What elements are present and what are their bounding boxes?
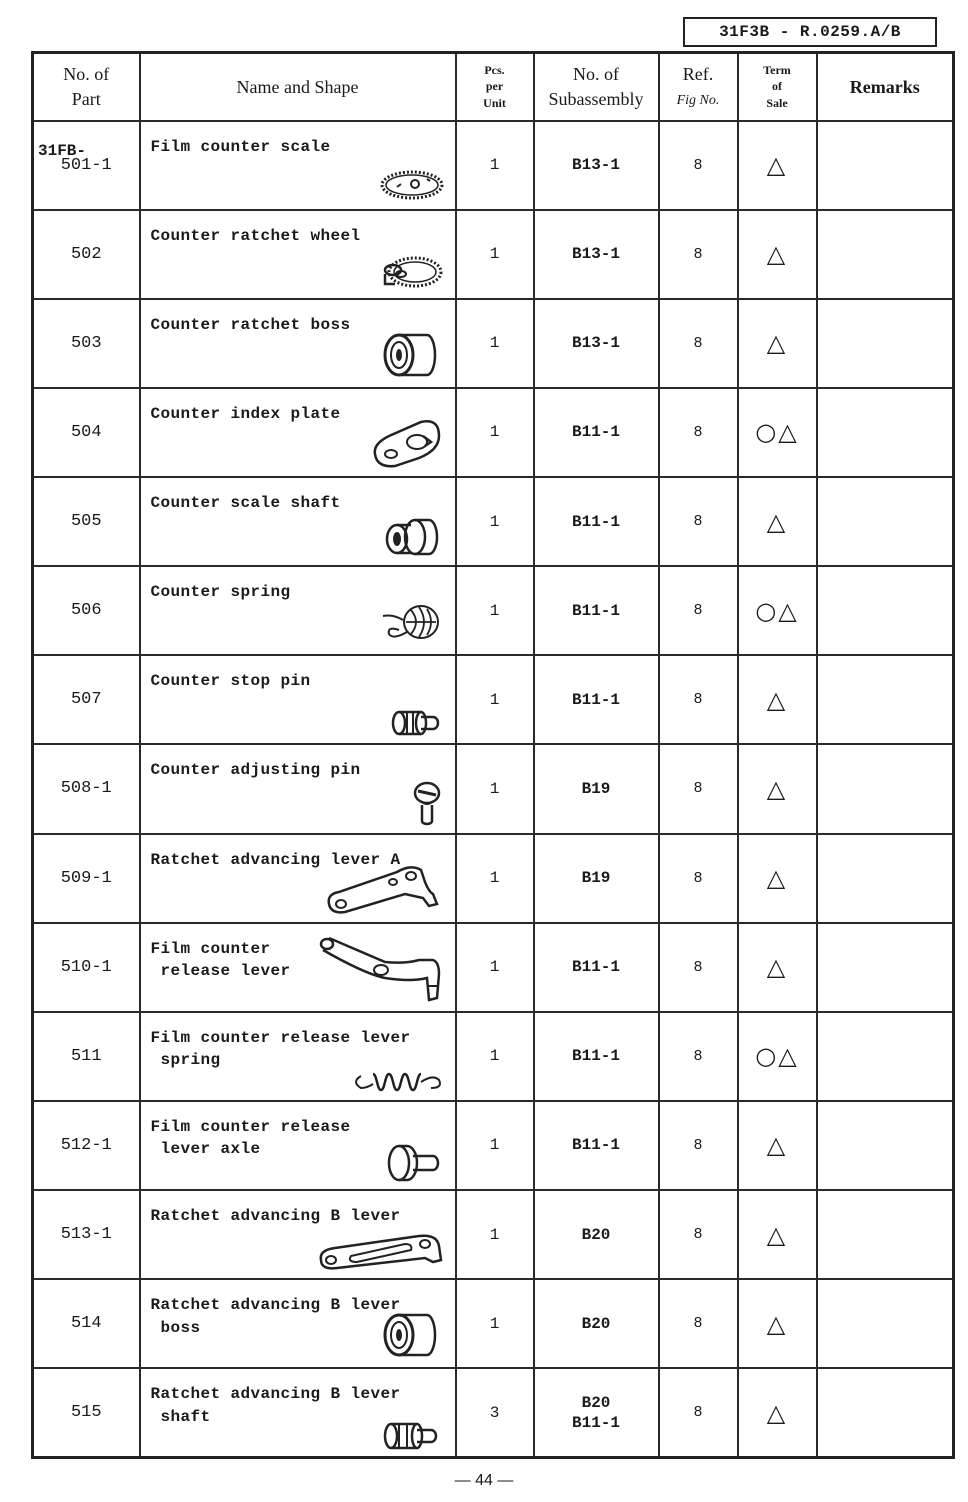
term-of-sale: △ xyxy=(738,121,817,210)
name-shape-cell xyxy=(140,388,456,477)
remarks-cell xyxy=(817,121,954,210)
part-name: Counter index plate xyxy=(150,404,341,423)
page-number: — 44 — xyxy=(454,1472,514,1489)
header-remarks: Remarks xyxy=(817,53,954,121)
pcs-per-unit: 1 xyxy=(456,923,534,1012)
part-name: Counter stop pin xyxy=(150,672,311,691)
ref-fig-number: 8 xyxy=(659,834,738,923)
name-shape-cell xyxy=(140,1101,456,1190)
term-of-sale: △ xyxy=(738,1101,817,1190)
pcs-per-unit: 1 xyxy=(456,566,534,655)
part-name: Counter scale shaft xyxy=(150,494,341,512)
name-shape-cell xyxy=(140,477,456,566)
part-number-cell xyxy=(33,744,140,833)
part-number: 514 xyxy=(70,1314,102,1334)
part-number: 507 xyxy=(70,690,102,710)
table-row xyxy=(33,210,954,299)
subassembly-number: B11-1 xyxy=(534,388,659,477)
name-shape-cell xyxy=(140,1368,456,1457)
subassembly-number: B20 xyxy=(534,1279,659,1368)
parts-table xyxy=(31,51,955,1459)
part-number-cell xyxy=(33,1368,140,1457)
header-row xyxy=(33,53,954,121)
subassembly-number: B19 xyxy=(534,744,659,833)
pcs-per-unit: 1 xyxy=(456,744,534,833)
part-name: Counter spring xyxy=(150,583,291,602)
part-name: Film counter release lever xyxy=(150,939,291,981)
table-row xyxy=(33,1190,954,1279)
ref-fig-number: 8 xyxy=(659,744,738,833)
term-of-sale: △ xyxy=(738,744,817,833)
part-number: 509-1 xyxy=(60,868,112,888)
term-of-sale: △ xyxy=(738,923,817,1012)
ref-fig-number: 8 xyxy=(659,1368,738,1457)
remarks-cell xyxy=(817,744,954,833)
ref-fig-number: 8 xyxy=(659,299,738,388)
pcs-per-unit: 1 xyxy=(456,388,534,477)
subassembly-number: B11-1 xyxy=(534,655,659,744)
term-of-sale: △ xyxy=(738,210,817,299)
name-shape-cell xyxy=(140,1012,456,1101)
remarks-cell xyxy=(817,210,954,299)
part-number-cell xyxy=(33,566,140,655)
term-of-sale: ○△ xyxy=(738,566,817,655)
part-number-cell xyxy=(33,299,140,388)
remarks-cell xyxy=(817,1190,954,1279)
ref-fig-number: 8 xyxy=(659,1190,738,1279)
header-subassembly: No. of Subassembly xyxy=(534,53,659,121)
part-name: Film counter scale xyxy=(150,137,331,156)
pcs-per-unit: 1 xyxy=(456,1012,534,1101)
part-number-cell xyxy=(33,1190,140,1279)
header-pcs-per-unit: Pcs. per Unit xyxy=(456,53,534,121)
table-row xyxy=(33,566,954,655)
table-row xyxy=(33,388,954,477)
table-row xyxy=(33,477,954,566)
part-number: 503 xyxy=(70,333,102,353)
term-of-sale: ○△ xyxy=(738,1012,817,1101)
name-shape-cell xyxy=(140,744,456,833)
pcs-per-unit: 1 xyxy=(456,1101,534,1190)
ref-fig-number: 8 xyxy=(659,210,738,299)
table-row xyxy=(33,655,954,744)
remarks-cell xyxy=(817,834,954,923)
subassembly-number: B13-1 xyxy=(534,121,659,210)
part-name: Ratchet advancing B lever shaft xyxy=(150,1385,401,1426)
table-row xyxy=(33,1101,954,1190)
remarks-cell xyxy=(817,388,954,477)
header-term-of-sale: Term of Sale xyxy=(738,53,817,121)
part-number: 505 xyxy=(70,512,102,532)
term-of-sale: △ xyxy=(738,1279,817,1368)
part-number-cell xyxy=(33,1012,140,1101)
part-number: 511 xyxy=(70,1046,102,1066)
name-shape-cell xyxy=(140,1190,456,1279)
term-of-sale: △ xyxy=(738,1190,817,1279)
part-number-cell xyxy=(33,923,140,1012)
subassembly-number: B11-1 xyxy=(534,566,659,655)
part-name: Counter adjusting pin xyxy=(150,761,361,780)
ref-fig-number: 8 xyxy=(659,121,738,210)
remarks-cell xyxy=(817,1012,954,1101)
ref-fig-number: 8 xyxy=(659,388,738,477)
subassembly-number: B11-1 xyxy=(534,1012,659,1101)
pcs-per-unit: 1 xyxy=(456,210,534,299)
pcs-per-unit: 1 xyxy=(456,834,534,923)
part-number-cell xyxy=(33,1101,140,1190)
part-number: 506 xyxy=(70,601,102,621)
term-of-sale: ○△ xyxy=(738,388,817,477)
ref-fig-number: 8 xyxy=(659,1012,738,1101)
name-shape-cell xyxy=(140,210,456,299)
remarks-cell xyxy=(817,1101,954,1190)
term-of-sale: △ xyxy=(738,477,817,566)
name-shape-cell xyxy=(140,566,456,655)
part-number: 502 xyxy=(70,244,102,264)
pcs-per-unit: 3 xyxy=(456,1368,534,1457)
subassembly-number: B11-1 xyxy=(534,923,659,1012)
part-number: 512-1 xyxy=(60,1135,112,1155)
remarks-cell xyxy=(817,299,954,388)
pcs-per-unit: 1 xyxy=(456,1279,534,1368)
part-number: 515 xyxy=(70,1403,102,1423)
ref-fig-number: 8 xyxy=(659,655,738,744)
table-row xyxy=(33,744,954,833)
part-number-cell xyxy=(33,210,140,299)
remarks-cell xyxy=(817,477,954,566)
document-reference: 31F3B - R.0259.A/B xyxy=(683,17,937,47)
header-ref-fig: Ref. Fig No. xyxy=(659,53,738,121)
part-number-cell xyxy=(33,477,140,566)
part-number-cell xyxy=(33,121,140,210)
ref-fig-number: 8 xyxy=(659,477,738,566)
table-row xyxy=(33,1368,954,1457)
name-shape-cell xyxy=(140,121,456,210)
part-name: Film counter release lever axle xyxy=(150,1117,351,1159)
remarks-cell xyxy=(817,566,954,655)
table-row xyxy=(33,1012,954,1101)
remarks-cell xyxy=(817,655,954,744)
remarks-cell xyxy=(817,923,954,1012)
table-row xyxy=(33,299,954,388)
term-of-sale: △ xyxy=(738,1368,817,1457)
part-prefix: 31FB- xyxy=(38,141,87,160)
remarks-cell xyxy=(817,1279,954,1368)
name-shape-cell xyxy=(140,834,456,923)
pcs-per-unit: 1 xyxy=(456,477,534,566)
subassembly-number: B13-1 xyxy=(534,299,659,388)
part-name: Counter ratchet wheel xyxy=(150,226,361,245)
part-name: Ratchet advancing lever A xyxy=(150,850,401,869)
pcs-per-unit: 1 xyxy=(456,121,534,210)
remarks-cell xyxy=(817,1368,954,1457)
term-of-sale: △ xyxy=(738,834,817,923)
name-shape-cell xyxy=(140,655,456,744)
part-number: 510-1 xyxy=(60,957,112,977)
part-number: 504 xyxy=(70,422,102,442)
table-row xyxy=(33,834,954,923)
name-shape-cell xyxy=(140,1279,456,1368)
name-shape-cell xyxy=(140,299,456,388)
part-number: 508-1 xyxy=(60,779,112,799)
header-part-no: No. of Part xyxy=(33,53,140,121)
part-number-cell xyxy=(33,1279,140,1368)
subassembly-number: B13-1 xyxy=(534,210,659,299)
term-of-sale: △ xyxy=(738,299,817,388)
ref-fig-number: 8 xyxy=(659,1101,738,1190)
table-row xyxy=(33,121,954,210)
subassembly-number: B11-1 xyxy=(534,1101,659,1190)
part-name: Ratchet advancing B lever boss xyxy=(150,1296,401,1337)
part-name: Counter ratchet boss xyxy=(150,315,351,334)
part-number-cell xyxy=(33,834,140,923)
subassembly-number: B19 xyxy=(534,834,659,923)
ref-fig-number: 8 xyxy=(659,566,738,655)
subassembly-number: B20 xyxy=(534,1190,659,1279)
name-shape-cell xyxy=(140,923,456,1012)
pcs-per-unit: 1 xyxy=(456,299,534,388)
pcs-per-unit: 1 xyxy=(456,655,534,744)
header-name-shape: Name and Shape xyxy=(140,53,456,121)
part-name: Ratchet advancing B lever xyxy=(150,1207,401,1225)
part-name: Film counter release lever spring xyxy=(150,1028,411,1070)
part-number-cell xyxy=(33,655,140,744)
part-number: 501-1 xyxy=(60,155,112,175)
part-number: 513-1 xyxy=(60,1225,112,1245)
term-of-sale: △ xyxy=(738,655,817,744)
ref-fig-number: 8 xyxy=(659,1279,738,1368)
ref-fig-number: 8 xyxy=(659,923,738,1012)
table-row xyxy=(33,923,954,1012)
table-row xyxy=(33,1279,954,1368)
part-number-cell xyxy=(33,388,140,477)
subassembly-number: B20 B11-1 xyxy=(534,1368,659,1457)
pcs-per-unit: 1 xyxy=(456,1190,534,1279)
subassembly-number: B11-1 xyxy=(534,477,659,566)
